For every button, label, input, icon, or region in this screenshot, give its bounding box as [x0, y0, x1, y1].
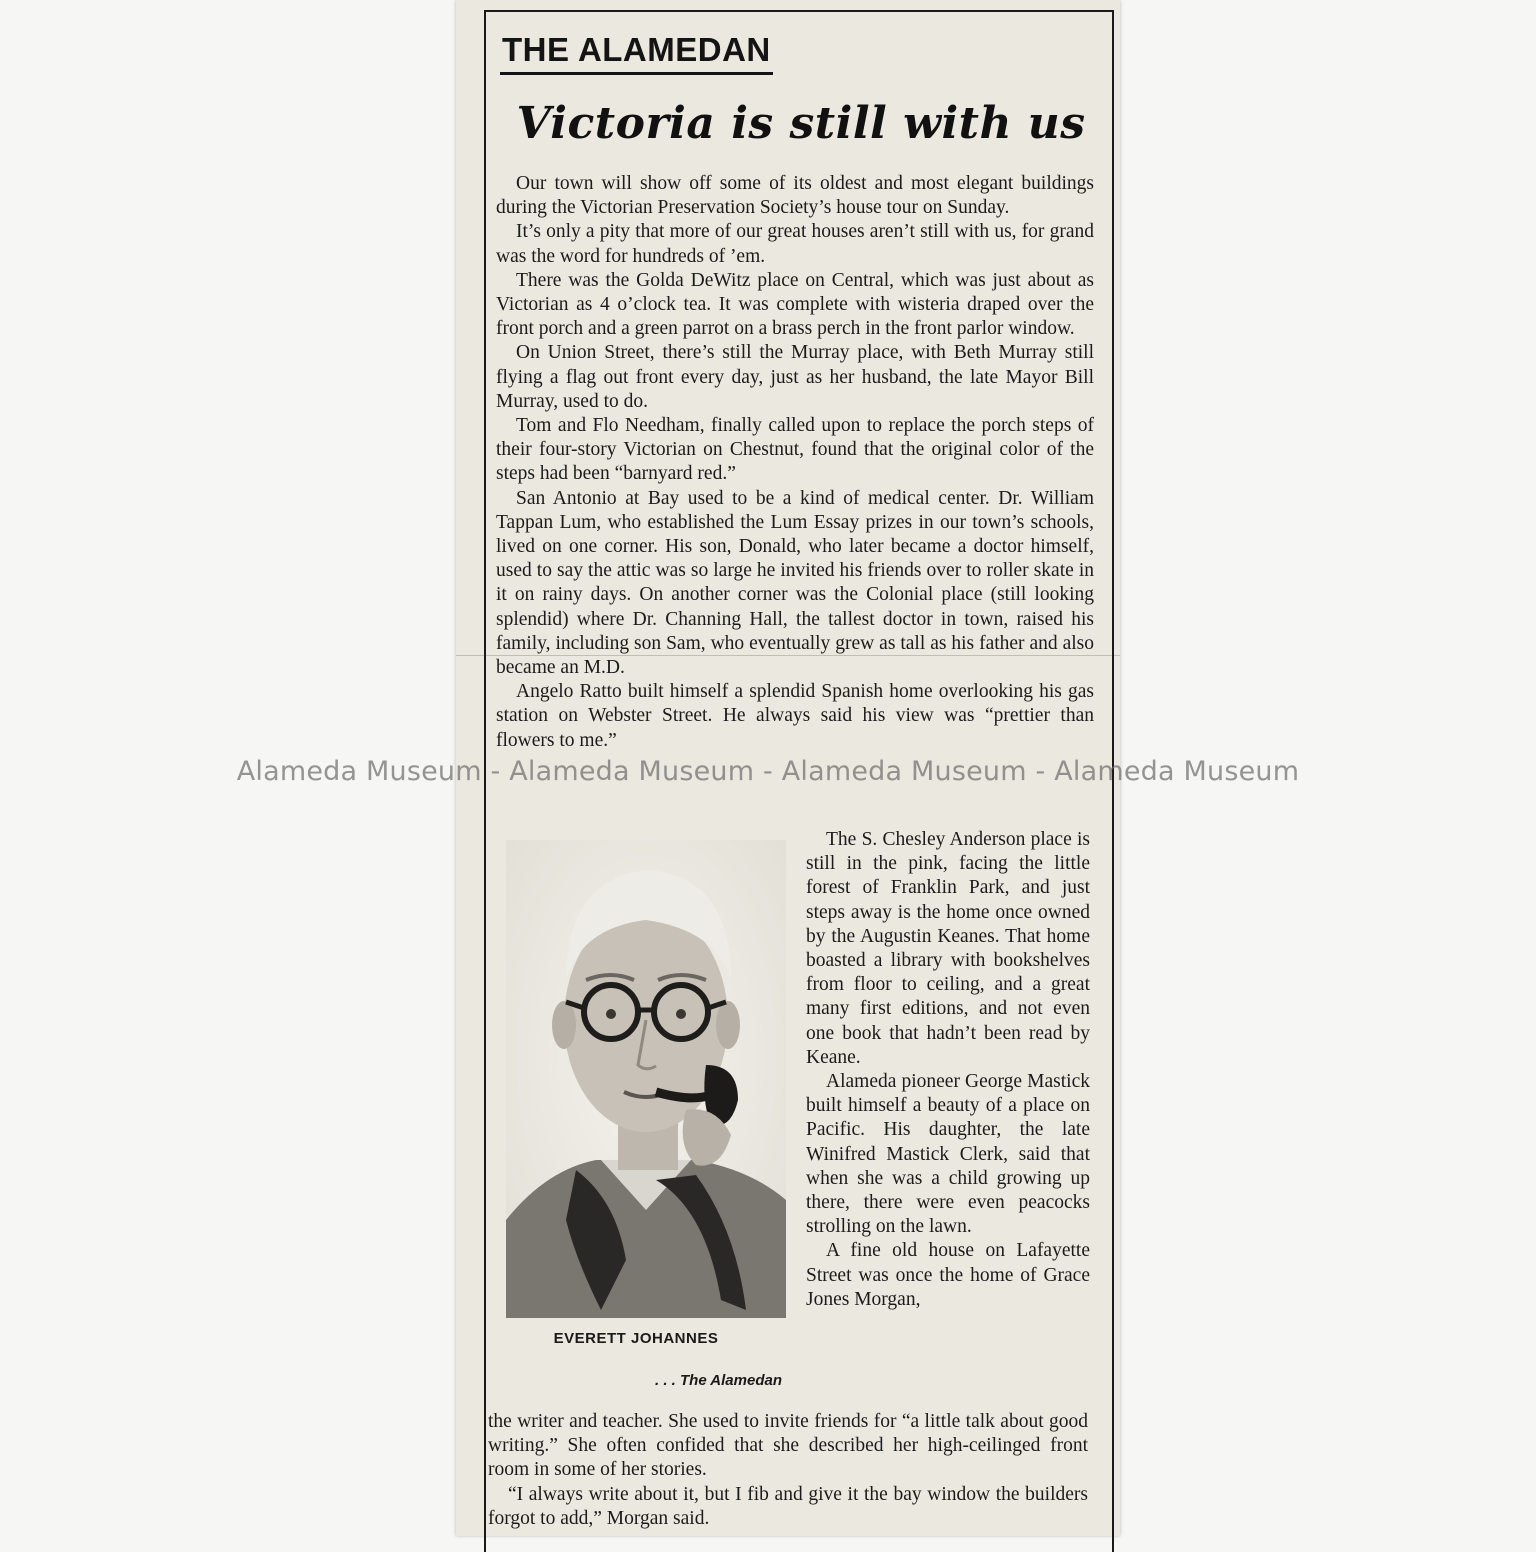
article-body [496, 172, 1094, 753]
article-bottom [488, 1410, 1088, 1531]
photo-caption-name: EVERETT JOHANNES [553, 1330, 719, 1347]
column-name: THE ALAMEDAN [500, 32, 773, 75]
headline: Victoria is still with us [516, 98, 1086, 149]
watermark-text: Alameda Museum - Alameda Museum - Alameda Museum - Alameda Museum [236, 756, 1300, 787]
paragraph: A fine old house on Lafayette Street was once the home of Grace Jones Morgan, [806, 1240, 1090, 1310]
paragraph: Alameda pioneer George Mastick built himself a beauty of a place on Pacific. His daughter, the late Winifred Mastick Clerk, said that when she was a child growing up there, there were even peacocks strolling on the lawn. [806, 1071, 1090, 1238]
paragraph: San Antonio at Bay used to be a kind of medical center. Dr. William Tappan Lum, who established the Lum Essay prizes in our town’s schools, lived on one corner. His son, Donald, who later became a doctor himself, used to say the attic was so large he invited his friends over to roller skate in it on rainy days. On another corner was the Colonial place (still looking splendid) where Dr. Channing Hall, the tallest doctor in town, raised his family, including son Sam, who eventually grew as tall as his father and also became an M.D. [496, 487, 1094, 679]
paragraph: “I always write about it, but I fib and give it the bay window the builders forgot to add,” Morgan said. [488, 1483, 1088, 1529]
portrait-image [506, 840, 786, 1318]
paragraph: Tom and Flo Needham, finally called upon to replace the porch steps of their four-story Victorian on Chestnut, found that the original color of the steps had been “barnyard red.” [496, 415, 1094, 485]
paragraph: It’s only a pity that more of our great houses aren’t still with us, for grand was the word for hundreds of ’em. [496, 221, 1094, 267]
photo-caption-credit: . . . The Alamedan [655, 1372, 782, 1389]
paragraph: There was the Golda DeWitz place on Central, which was just about as Victorian as 4 o’clock tea. It was complete with wisteria draped over the front porch and a green parrot on a brass perch in the front parlor window. [496, 269, 1094, 340]
paragraph: The S. Chesley Anderson place is still in the pink, facing the little forest of Franklin Park, and just steps away is the home once owned by the Augustin Keanes. That home boasted a library with bookshelves from floor to ceiling, and a great many first editions, and not even one book that hadn’t been read by Keane. [806, 829, 1090, 1068]
paragraph: the writer and teacher. She used to invite friends for “a little talk about good writing.” She often confided that she described her high-ceilinged front room in some of her stories. [488, 1411, 1088, 1481]
paragraph: Our town will show off some of its oldest and most elegant buildings during the Victorian Preservation Society’s house tour on Sunday. [496, 173, 1094, 219]
paragraph: On Union Street, there’s still the Murray place, with Beth Murray still flying a flag out front every day, just as her husband, the late Mayor Bill Murray, used to do. [496, 342, 1094, 412]
article-side-column [806, 828, 1090, 1312]
paragraph: Angelo Ratto built himself a splendid Spanish home overlooking his gas station on Webster Street. He always said his view was “prettier than flowers to me.” [496, 681, 1094, 751]
author-photo [506, 840, 786, 1318]
